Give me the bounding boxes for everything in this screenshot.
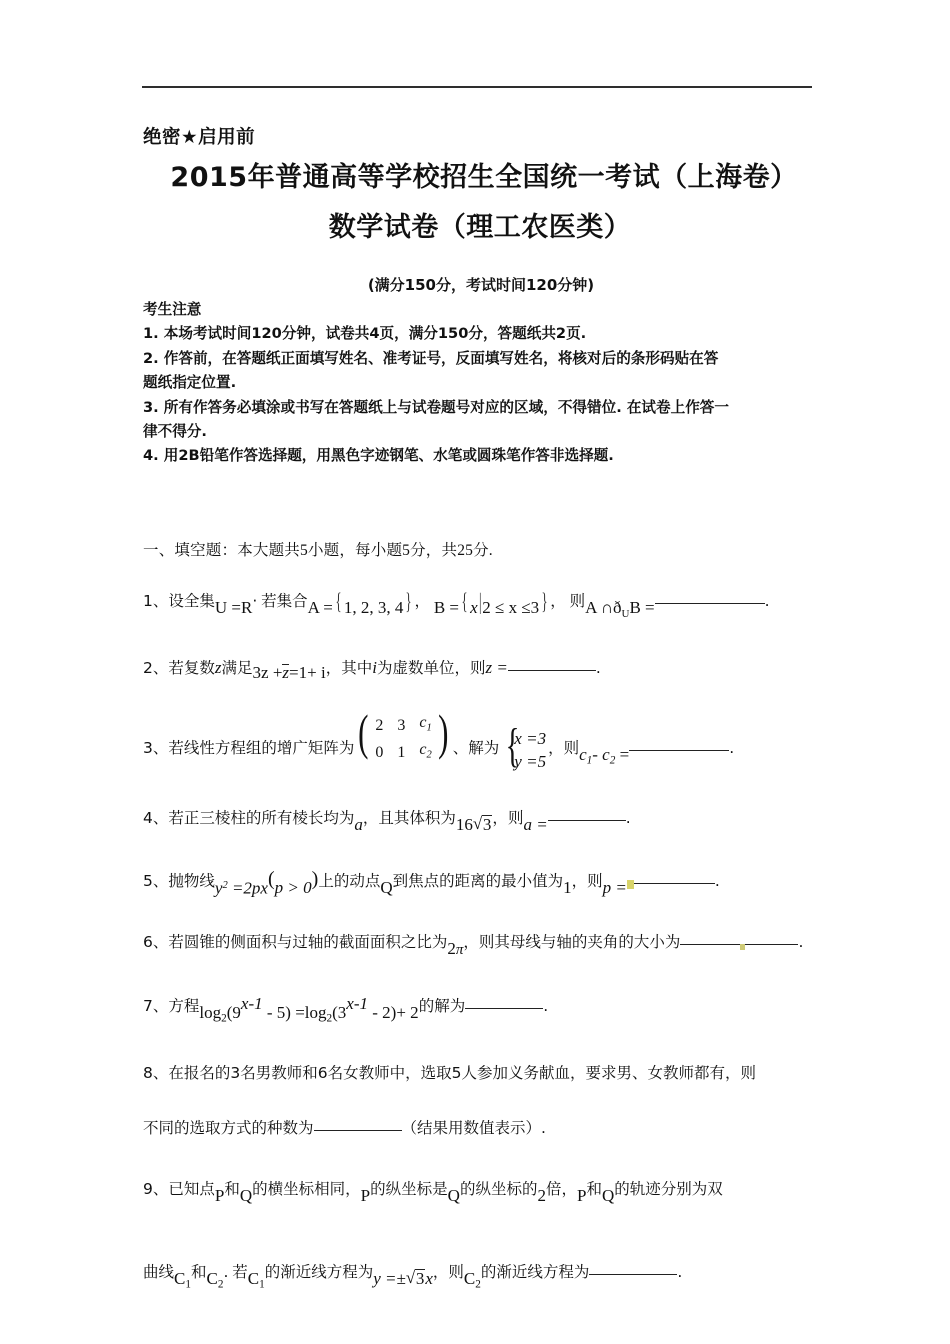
notice-item-1: 1. 本场考试时间120分钟，试卷共4页，满分150分，答题纸共2页. — [143, 325, 587, 343]
page-subtitle: 数学试卷（理工农医类） — [328, 212, 632, 243]
q4-answer-lead: a = — [523, 815, 548, 835]
q4-period: . — [625, 809, 631, 828]
q9-point-p-3: P — [576, 1185, 587, 1205]
q7-equation: $\log_2(9^{x-1} - 5) =\log_2(3^{x-1} - 2)+ 2$ — [199, 994, 419, 1025]
scan-artifact-icon-2 — [740, 944, 745, 950]
q1-complement-subscript: U — [621, 608, 630, 620]
q1-number: 1、 — [143, 592, 169, 610]
matrix-cell-r0c1: 3 — [397, 716, 406, 734]
q9-text-1: 已知点 — [168, 1179, 215, 1198]
q3-text-1: 若线性方程组的增广矩阵为 — [168, 738, 355, 757]
q4-volume: 16 √ 3 — [456, 810, 493, 840]
q9-text-3: 的横坐标相同， — [252, 1179, 361, 1198]
header-rule — [142, 86, 812, 88]
q3-text-2: 、解为 — [452, 738, 500, 757]
q2-conjugate-z: z — [282, 663, 290, 682]
q8-number: 8、 — [143, 1063, 169, 1082]
q1-set-b-lead: B = — [433, 598, 460, 617]
q9-line2-dot: . — [223, 1262, 229, 1281]
q5-min-value: 1 — [563, 878, 572, 898]
question-3 — [143, 704, 833, 775]
notice-item-2: 2. 作答前，在答题纸正面填写姓名、准考证号，反面填写姓名，将核对后的条形码贴在答 — [143, 349, 719, 367]
q9-line2-text-5: 则 — [448, 1262, 464, 1281]
q9-point-p-2: P — [360, 1185, 371, 1205]
q9-text-2: 和 — [224, 1179, 240, 1198]
q1-text-3: 则 — [569, 592, 586, 610]
q8-line-2b: （结果用数值表示）. — [401, 1118, 546, 1137]
q4-text-2: 且其体积为 — [378, 809, 456, 828]
q4-comma-2: ， — [492, 809, 508, 828]
q7-number: 7、 — [143, 997, 169, 1016]
q9-text-8: 的轨迹分别为双 — [614, 1179, 723, 1198]
notice-item-3: 3. 所有作答务必填涂或书写在答题纸上与试卷题号对应的区域，不得错位. 在试卷上作答一 — [143, 398, 729, 416]
q7-text-1: 方程 — [168, 997, 200, 1016]
q5-parabola-equation: $y^2 =2px$ — [214, 878, 268, 898]
q5-text-3: 到焦点的距离的最小值为 — [392, 872, 564, 891]
q9-curve-c2: $C_2$ — [206, 1268, 224, 1291]
candidate-notice — [143, 298, 829, 469]
q2-answer-blank[interactable] — [508, 670, 596, 671]
system-row-2: y =5 — [514, 751, 547, 771]
q9-text-5: 的纵坐标的 — [459, 1179, 538, 1198]
q1-text-1: 设全集 — [168, 592, 215, 610]
q1-period: . — [764, 592, 770, 610]
notice-heading: 考生注意 — [143, 301, 202, 318]
q2-var-i: i — [372, 658, 377, 677]
q6-period: . — [798, 933, 804, 952]
q9-asymptote-equation: y =± √ 3x — [373, 1264, 433, 1294]
brace-open-icon-2: { — [461, 589, 468, 614]
q1-comma-2: ， — [550, 592, 566, 610]
q1-result-tail: B = — [629, 598, 655, 617]
q1-set-b-var: x — [470, 598, 478, 617]
q9-answer-blank[interactable] — [589, 1274, 677, 1275]
q4-var-a: a — [354, 815, 363, 835]
q3-comma-1: ， — [548, 738, 564, 757]
q9-curve-c2-ref: $C_2$ — [463, 1268, 481, 1291]
fill-in-blank-section — [143, 538, 833, 1323]
q9-point-p-1: P — [214, 1185, 225, 1205]
pipe-icon: | — [478, 589, 482, 614]
scan-artifact-icon — [627, 880, 634, 889]
q1-comma-1: ， — [414, 592, 430, 610]
q9-point-q-2: Q — [447, 1185, 460, 1205]
q4-text-1: 若正三棱柱的所有棱长均为 — [168, 809, 355, 828]
q4-number: 4、 — [143, 809, 169, 828]
q5-text-2: 上的动点 — [318, 872, 381, 891]
question-8 — [143, 1058, 833, 1144]
q6-comma-1: ， — [463, 933, 479, 952]
q6-ratio: 2π — [447, 939, 464, 959]
q9-curve-c1-ref: $C_1$ — [247, 1268, 265, 1291]
q8-line-2a: 不同的选取方式的种数为 — [143, 1118, 314, 1137]
brace-close-icon-2: } — [541, 589, 548, 614]
q1-set-a: 1, 2, 3, 4 — [343, 598, 404, 617]
q1-set-a-lead: A = — [307, 598, 333, 617]
q5-condition: p > 0 — [274, 878, 312, 898]
question-7 — [143, 989, 833, 1033]
q5-period: . — [714, 872, 720, 891]
q9-text-7: 和 — [586, 1179, 602, 1198]
q9-line2-comma: ， — [432, 1262, 449, 1281]
q6-answer-blank-a[interactable] — [680, 944, 740, 945]
q1-set-b-cond: 2 ≤ x ≤3 — [482, 598, 540, 617]
q5-point-q: Q — [380, 878, 393, 898]
q7-text-2: 的解为 — [418, 997, 466, 1016]
brace-left-icon: { — [505, 718, 520, 772]
q3-answer-blank[interactable] — [629, 750, 729, 751]
q9-line2-text-3: 若 — [232, 1262, 248, 1281]
q4-answer-blank[interactable] — [548, 820, 626, 821]
matrix-cell-r1c1: 1 — [397, 744, 406, 762]
q1-dot: · — [252, 592, 258, 610]
q5-text-4: 则 — [587, 872, 603, 891]
question-1 — [143, 586, 833, 629]
q6-text-1: 若圆锥的侧面积与过轴的截面面积之比为 — [168, 933, 448, 952]
q9-point-q-1: Q — [239, 1185, 253, 1205]
matrix-cell-r1c2: $c_2$ — [419, 741, 432, 761]
q9-line2-period: . — [677, 1262, 683, 1281]
paren-open-icon: ( — [267, 868, 275, 891]
q2-period: . — [595, 659, 601, 677]
q9-line2-text-4: 的渐近线方程为 — [264, 1262, 374, 1281]
paren-close-icon: ) — [311, 868, 319, 891]
q2-comma-1: ， — [325, 659, 342, 677]
notice-item-3-cont: 律不得分. — [143, 423, 207, 441]
question-6 — [143, 927, 833, 965]
question-4 — [143, 803, 833, 840]
q3-text-3: 则 — [563, 738, 580, 757]
q2-text-4: 为虚数单位，则 — [376, 659, 486, 677]
q2-text-3: 其中 — [341, 659, 373, 677]
question-5 — [143, 864, 833, 903]
q2-equation-tail: =1+ i — [289, 663, 326, 682]
q2-equation-lead: 3z + — [252, 663, 283, 682]
q3-expression: $c_1-$ $c_2$ = — [579, 744, 630, 767]
notice-item-2-cont: 题纸指定位置. — [143, 374, 237, 392]
q9-point-q-3: Q — [601, 1185, 615, 1205]
q3-period: . — [729, 738, 735, 757]
matrix-cell-r0c2: $c_1$ — [419, 714, 432, 734]
q4-text-3: 则 — [507, 809, 524, 828]
q3-number: 3、 — [143, 738, 169, 757]
q9-line2-text-6: 的渐近线方程为 — [480, 1262, 590, 1281]
q3-augmented-matrix — [356, 704, 450, 767]
notice-item-4: 4. 用2B铅笔作答选择题，用黑色字迹钢笔、水笔或圆珠笔作答非选择题. — [143, 447, 614, 465]
q2-answer-lead: z = — [485, 658, 508, 677]
q9-curve-c1: $C_1$ — [174, 1268, 191, 1291]
brace-close-icon: } — [405, 589, 412, 614]
q8-line-1: 在报名的3名男教师和6名女教师中，选取5人参加义务献血，要求男、女教师都有，则 — [168, 1063, 756, 1082]
q1-result-lead: A ∩ð — [585, 598, 622, 617]
section-heading: 一、填空题：本大题共5小题，每小题5分，共25分. — [143, 542, 493, 559]
q7-period: . — [543, 997, 549, 1016]
q6-text-2: 则其母线与轴的夹角的大小为 — [478, 933, 681, 952]
score-time-line: (满分150分，考试时间120分钟) — [367, 276, 595, 294]
q6-answer-blank-b[interactable] — [738, 944, 798, 945]
page-title: 2015年普通高等学校招生全国统一考试（上海卷） — [170, 162, 798, 193]
sqrt-icon-2: √ 3 — [406, 1264, 426, 1294]
q5-comma-1: ， — [571, 872, 588, 891]
q7-answer-blank[interactable] — [465, 1008, 543, 1009]
q9-factor-two: 2 — [537, 1185, 546, 1205]
system-row-1: x =3 — [514, 728, 547, 748]
paren-right-icon: ) — [438, 704, 449, 760]
q2-number: 2、 — [143, 659, 169, 677]
q6-number: 6、 — [143, 933, 169, 952]
q5-answer-blank[interactable] — [627, 883, 715, 884]
matrix-cell-r1c0: 0 — [375, 744, 384, 762]
q2-text-2: 满足 — [221, 659, 253, 677]
pi-symbol-icon: π — [455, 942, 464, 959]
question-9 — [143, 1174, 833, 1300]
q1-answer-blank[interactable] — [655, 603, 765, 604]
q4-comma-1: ， — [362, 809, 379, 828]
q9-number: 9、 — [143, 1179, 169, 1198]
secret-label: 绝密★启用前 — [143, 127, 256, 148]
q3-solution-system — [501, 718, 547, 773]
q5-text-1: 抛物线 — [168, 872, 215, 891]
q9-line2-text-1: 曲线 — [143, 1262, 175, 1281]
brace-open-icon: { — [335, 589, 342, 614]
sqrt-icon: √ 3 — [473, 810, 493, 840]
q9-text-6: 倍， — [545, 1179, 577, 1198]
q9-line2-text-2: 和 — [190, 1262, 207, 1281]
q1-universe: U =R — [214, 598, 253, 617]
q5-answer-lead: p = — [602, 878, 627, 898]
paren-left-icon: ( — [358, 704, 369, 760]
q1-text-2: 若集合 — [261, 592, 308, 610]
q9-text-4: 的纵坐标是 — [370, 1179, 448, 1198]
q8-answer-blank[interactable] — [314, 1130, 402, 1131]
question-2 — [143, 653, 833, 688]
matrix-cell-r0c0: 2 — [375, 716, 384, 734]
q2-text-1: 若复数 — [168, 659, 215, 677]
q5-number: 5、 — [143, 872, 169, 891]
q2-var-z: z — [214, 658, 222, 677]
